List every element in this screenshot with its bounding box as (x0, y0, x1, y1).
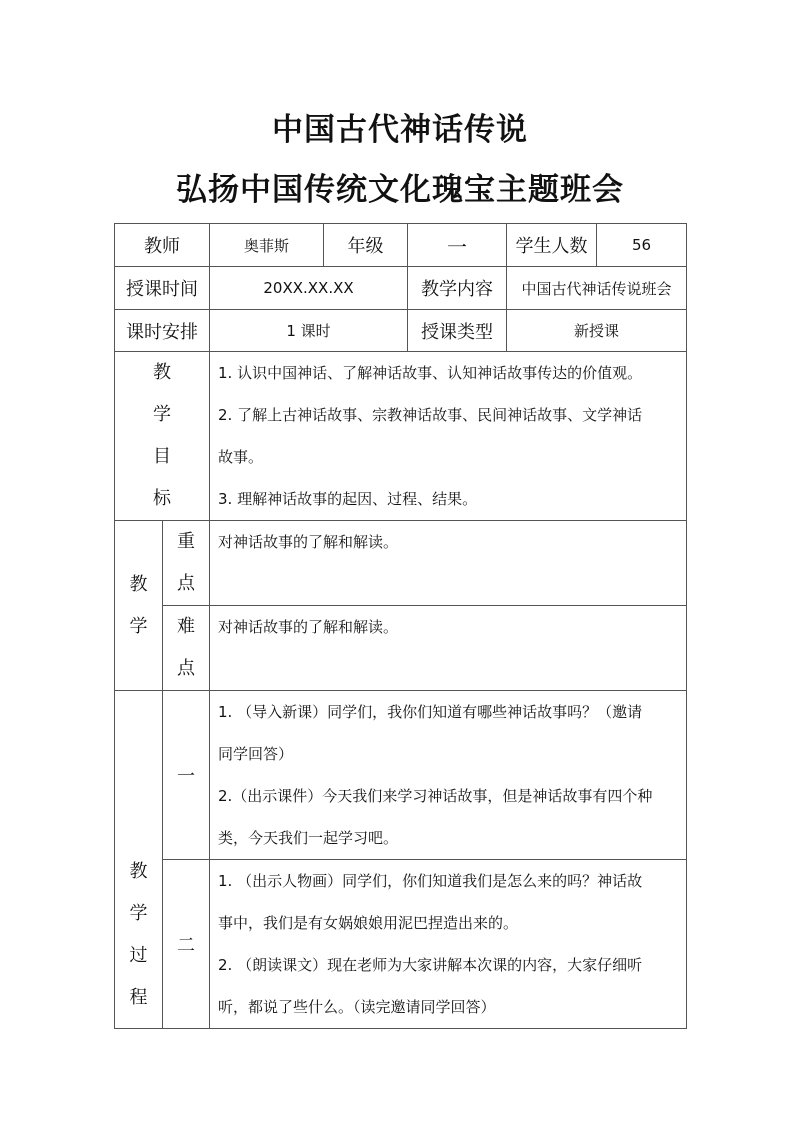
step-two-label: 二 (163, 860, 210, 1029)
goals-label (115, 352, 210, 521)
teacher-label: 教师 (115, 224, 210, 267)
goals-label-char: 目 (153, 446, 171, 467)
difficulty-text: 对神话故事的了解和解读。 (218, 618, 399, 636)
step-two-line: 2. （朗读课文）现在老师为大家讲解本次课的内容，大家仔细听 (218, 956, 643, 974)
process-label (115, 691, 163, 1029)
step-one-line: 同学回答） (218, 745, 294, 763)
difficulty-char: 难 (177, 616, 195, 637)
type-label: 授课类型 (408, 310, 507, 352)
goals-label-char: 标 (153, 488, 171, 509)
focus-text: 对神话故事的了解和解读。 (218, 533, 399, 551)
type-value: 新授课 (507, 310, 687, 352)
focus-label (163, 521, 210, 606)
goals-line: 1. 认识中国神话、了解神话故事、认知神话故事传达的价值观。 (218, 364, 643, 382)
content-label: 教学内容 (408, 267, 507, 310)
hours-label: 课时安排 (115, 310, 210, 352)
key-points-char: 学 (129, 615, 148, 637)
content-value: 中国古代神话传说班会 (507, 267, 687, 310)
students-value: 56 (597, 224, 687, 267)
lesson-plan-table (114, 223, 687, 1029)
grade-value: 一 (408, 224, 507, 267)
goals-line: 3. 理解神话故事的起因、过程、结果。 (218, 490, 478, 508)
process-char: 程 (129, 986, 148, 1008)
key-points-char: 教 (129, 573, 148, 595)
step-one-line: 2.（出示课件）今天我们来学习神话故事，但是神话故事有四个种 (218, 787, 653, 805)
step-one-content (210, 691, 687, 860)
goals-line: 故事。 (218, 448, 264, 466)
process-char: 学 (129, 902, 148, 924)
difficulty-char: 点 (177, 658, 195, 679)
document-title: 中国古代神话传说 (272, 112, 528, 148)
hours-value: 1 课时 (210, 310, 408, 352)
step-one-line: 1. （导入新课）同学们，我你们知道有哪些神话故事吗？（邀请 (218, 703, 643, 721)
difficulty-label (163, 606, 210, 691)
step-one-label: 一 (163, 691, 210, 860)
goals-label-char: 学 (153, 404, 171, 425)
step-two-line: 事中，我们是有女娲娘娘用泥巴捏造出来的。 (218, 914, 519, 932)
focus-char: 点 (177, 573, 195, 594)
time-label: 授课时间 (115, 267, 210, 310)
goals-line: 2. 了解上古神话故事、宗教神话故事、民间神话故事、文学神话 (218, 406, 643, 424)
process-char: 教 (129, 860, 148, 882)
time-value: 20XX.XX.XX (210, 267, 408, 310)
document-subtitle: 弘扬中国传统文化瑰宝主题班会 (176, 172, 624, 208)
step-two-line: 1. （出示人物画）同学们，你们知道我们是怎么来的吗？神话故 (218, 872, 643, 890)
goals-content (210, 352, 687, 521)
goals-label-char: 教 (153, 362, 171, 383)
step-one-line: 类，今天我们一起学习吧。 (218, 829, 399, 847)
key-points-label (115, 521, 163, 691)
focus-content (210, 521, 687, 606)
process-char: 过 (129, 944, 148, 966)
difficulty-content (210, 606, 687, 691)
step-two-content (210, 860, 687, 1029)
focus-char: 重 (177, 531, 195, 552)
step-two-line: 听，都说了些什么。（读完邀请同学回答） (218, 998, 496, 1016)
students-label: 学生人数 (507, 224, 597, 267)
grade-label: 年级 (324, 224, 408, 267)
teacher-value: 奥菲斯 (210, 224, 324, 267)
